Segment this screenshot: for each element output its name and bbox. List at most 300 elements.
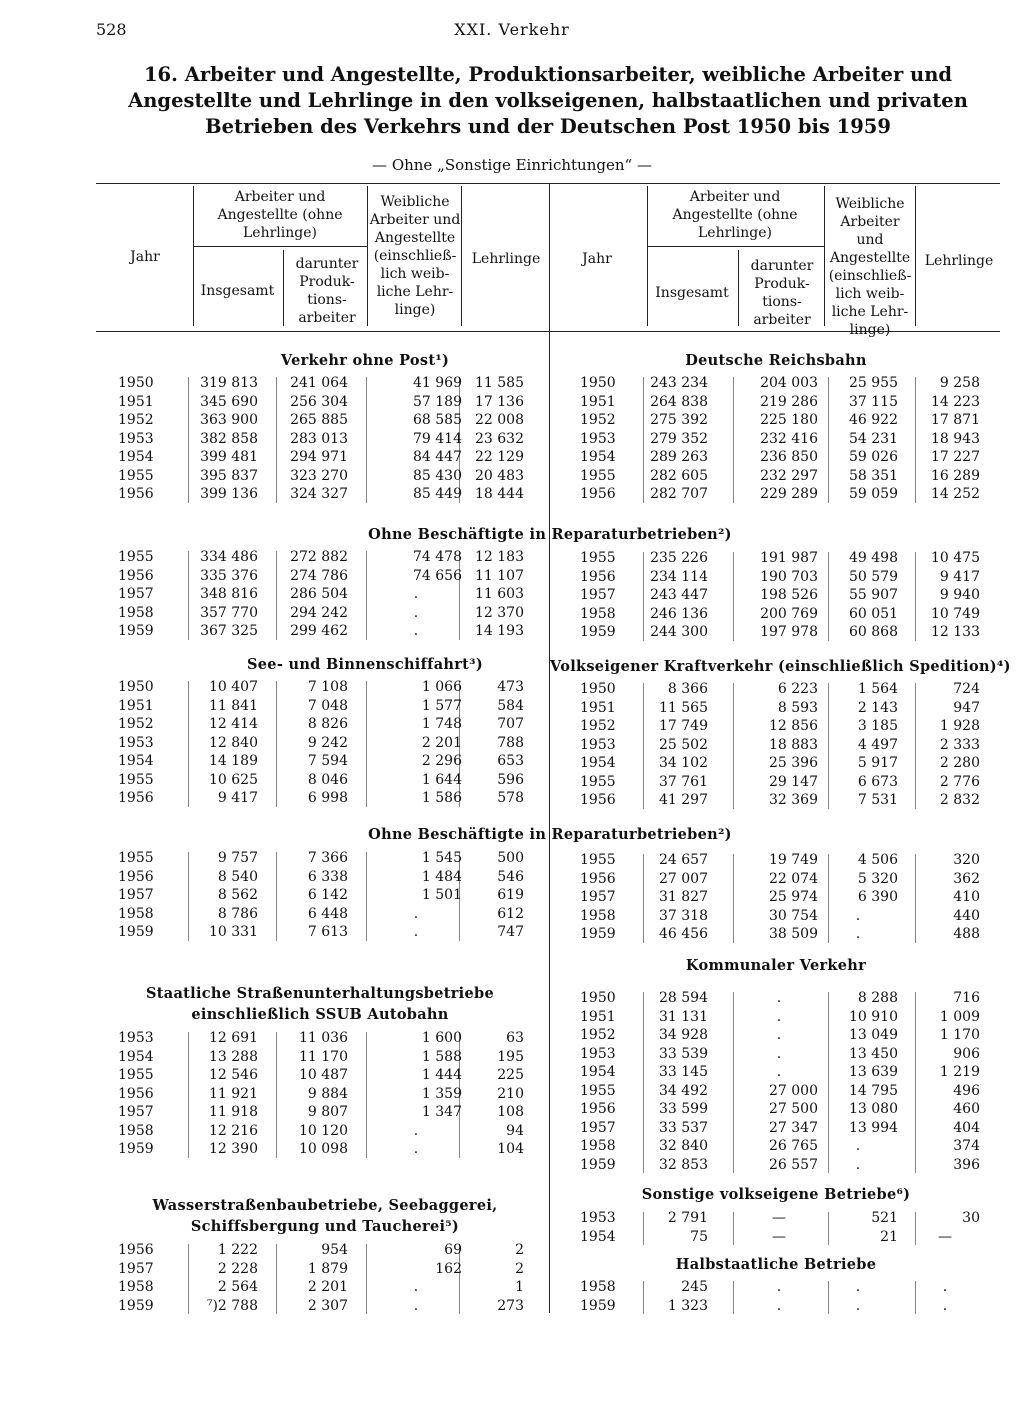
value-cell: 13 080 <box>849 1101 898 1117</box>
year-cell: 1951 <box>580 699 616 716</box>
left-header-darunter: darunter Produk-tions-arbeiter <box>295 256 359 326</box>
value-cell: 13 049 <box>849 1027 898 1043</box>
value-cell: 10 749 <box>931 605 980 622</box>
value-cell: 6 223 <box>777 681 818 697</box>
value-cell: 1 748 <box>421 716 462 732</box>
value-cell: 33 537 <box>659 1119 708 1136</box>
value-cell: 37 115 <box>849 393 898 410</box>
value-cell: . <box>413 586 419 602</box>
value-cell: 906 <box>953 1045 980 1062</box>
year-cell: 1955 <box>118 771 154 788</box>
value-cell: 197 978 <box>760 624 818 640</box>
value-cell: 30 <box>962 1210 980 1226</box>
value-cell: 5 320 <box>857 870 898 887</box>
value-cell: 27 000 <box>769 1082 818 1099</box>
value-cell: 289 263 <box>650 449 708 465</box>
year-cell: 1957 <box>580 1119 616 1136</box>
value-cell: 1 444 <box>421 1067 462 1083</box>
value-cell: 57 189 <box>413 393 462 410</box>
value-cell: 31 827 <box>659 889 708 905</box>
year-cell: 1950 <box>580 375 616 391</box>
value-cell: 24 657 <box>659 852 708 868</box>
value-cell: 1 564 <box>857 681 898 697</box>
value-cell: 210 <box>497 1085 524 1102</box>
value-cell: 345 690 <box>200 393 258 410</box>
value-cell: 584 <box>497 697 524 714</box>
value-cell: 60 051 <box>849 605 898 622</box>
value-cell: 335 376 <box>200 567 258 584</box>
value-cell: 74 656 <box>413 567 462 584</box>
value-cell: 46 456 <box>659 926 708 942</box>
value-cell: 234 114 <box>650 568 708 585</box>
value-cell: 37 318 <box>659 907 708 924</box>
year-cell: 1954 <box>118 753 154 769</box>
header-top-rule <box>96 183 1000 184</box>
table-title: 16. Arbeiter und Angestellte, Produktionsarbeiter, weibliche Arbeiter und Angestellte und Lehrlinge in den volkseigenen, halbstaatlichen und privaten Betrieben des Verkehrs und der Deutschen Post 1950 bis 1959 <box>128 63 968 138</box>
value-cell: 13 450 <box>849 1045 898 1062</box>
value-cell: 1 577 <box>421 697 462 714</box>
value-cell: 32 853 <box>659 1156 708 1173</box>
value-cell: 10 487 <box>299 1067 348 1083</box>
value-cell: 26 557 <box>769 1156 818 1173</box>
value-cell: 204 003 <box>760 375 818 391</box>
left-header-sep-2 <box>283 250 284 326</box>
year-cell: 1957 <box>118 586 154 602</box>
year-cell: 1955 <box>118 549 154 565</box>
value-cell: 84 447 <box>413 449 462 465</box>
value-cell: 1 644 <box>421 771 462 788</box>
left-header-sep-3 <box>367 186 368 326</box>
year-cell: 1955 <box>118 850 154 866</box>
value-cell: 8 826 <box>307 716 348 732</box>
year-cell: 1957 <box>580 889 616 905</box>
value-cell: ⁷)2 788 <box>206 1297 258 1314</box>
value-cell: 488 <box>953 926 980 942</box>
value-cell: 7 531 <box>857 792 898 808</box>
year-cell: 1950 <box>118 375 154 391</box>
value-cell: 11 565 <box>659 699 708 716</box>
value-cell: 6 338 <box>307 868 348 885</box>
value-cell: 22 008 <box>475 412 524 428</box>
value-cell: 299 462 <box>290 623 348 639</box>
value-cell: 319 813 <box>200 375 258 391</box>
year-cell: 1954 <box>118 1048 154 1065</box>
value-cell: — <box>938 1228 952 1245</box>
value-cell: 716 <box>953 990 980 1006</box>
value-cell: 94 <box>506 1122 524 1139</box>
year-cell: 1958 <box>580 605 616 622</box>
value-cell: 10 120 <box>299 1122 348 1139</box>
left-header-lehrlinge: Lehrlinge <box>471 251 541 267</box>
value-cell: 16 289 <box>931 467 980 484</box>
value-cell: 11 107 <box>475 567 524 584</box>
year-cell: 1955 <box>580 467 616 484</box>
year-cell: 1955 <box>580 550 616 566</box>
value-cell: 243 234 <box>650 375 708 391</box>
year-cell: 1959 <box>580 624 616 640</box>
value-cell: 1 222 <box>217 1242 258 1258</box>
value-cell: . <box>855 926 861 942</box>
value-cell: 1 066 <box>421 679 462 695</box>
value-cell: — <box>772 1210 786 1226</box>
value-cell: 54 231 <box>849 430 898 447</box>
value-cell: 17 749 <box>659 718 708 734</box>
left-subheader-rule <box>193 246 367 247</box>
left-header-weibliche: Weibliche Arbeiter und Angestellte (einschließ-lich weib-liche Lehr-linge) <box>369 194 461 318</box>
value-cell: . <box>413 1279 419 1295</box>
value-cell: 46 922 <box>849 412 898 428</box>
value-cell: 191 987 <box>760 550 818 566</box>
value-cell: . <box>413 1297 419 1314</box>
value-cell: 8 562 <box>217 887 258 903</box>
year-cell: 1958 <box>118 1122 154 1139</box>
year-cell: 1959 <box>580 1156 616 1173</box>
value-cell: 283 013 <box>290 430 348 447</box>
right-header-sep-2 <box>738 250 739 326</box>
value-cell: 10 910 <box>849 1008 898 1025</box>
value-cell: 55 907 <box>849 587 898 603</box>
value-cell: 37 761 <box>659 773 708 790</box>
value-cell: 235 226 <box>650 550 708 566</box>
value-cell: 367 325 <box>200 623 258 639</box>
value-cell: 75 <box>690 1228 708 1245</box>
value-cell: 20 483 <box>475 467 524 484</box>
value-cell: 14 193 <box>475 623 524 639</box>
right-section-title: Halbstaatliche Betriebe <box>675 1256 877 1273</box>
value-cell: 32 840 <box>659 1138 708 1154</box>
value-cell: 2 228 <box>217 1260 258 1277</box>
value-cell: 232 416 <box>760 430 818 447</box>
value-cell: 264 838 <box>650 393 708 410</box>
value-cell: . <box>855 1297 861 1314</box>
value-cell: . <box>942 1297 948 1314</box>
value-cell: 9 884 <box>307 1085 348 1102</box>
value-cell: 12 216 <box>209 1122 258 1139</box>
value-cell: 294 242 <box>290 604 348 621</box>
year-cell: 1956 <box>580 568 616 585</box>
value-cell: 404 <box>953 1119 980 1136</box>
value-cell: 14 252 <box>931 486 980 502</box>
left-row-separator <box>366 1032 367 1158</box>
value-cell: 8 786 <box>217 905 258 922</box>
value-cell: 85 430 <box>413 467 462 484</box>
value-cell: 2 143 <box>857 699 898 716</box>
value-cell: 460 <box>953 1101 980 1117</box>
value-cell: 12 840 <box>209 734 258 751</box>
value-cell: 473 <box>497 679 524 695</box>
value-cell: 11 036 <box>299 1030 348 1046</box>
year-cell: 1959 <box>118 924 154 940</box>
value-cell: 85 449 <box>413 486 462 502</box>
value-cell: 2 564 <box>217 1279 258 1295</box>
value-cell: 265 885 <box>290 412 348 428</box>
value-cell: 8 288 <box>857 990 898 1006</box>
value-cell: 49 498 <box>849 550 898 566</box>
value-cell: 236 850 <box>760 449 818 465</box>
right-row-separator <box>733 1281 734 1314</box>
year-cell: 1954 <box>580 755 616 771</box>
value-cell: . <box>776 1027 782 1043</box>
value-cell: 294 971 <box>290 449 348 465</box>
value-cell: 273 <box>497 1297 524 1314</box>
right-section-title: Sonstige volkseigene Betriebe⁶) <box>641 1186 911 1203</box>
right-section-title: Volkseigener Kraftverkehr (einschließlich Spedition)⁴) <box>550 658 1011 675</box>
value-cell: 12 390 <box>209 1141 258 1157</box>
year-cell: 1956 <box>580 1101 616 1117</box>
value-cell: 25 955 <box>849 375 898 391</box>
value-cell: 28 594 <box>659 990 708 1006</box>
value-cell: 6 448 <box>307 905 348 922</box>
left-row-separator <box>366 551 367 640</box>
year-cell: 1954 <box>580 449 616 465</box>
value-cell: 225 180 <box>760 412 818 428</box>
value-cell: 17 227 <box>931 449 980 465</box>
value-cell: 59 059 <box>849 486 898 502</box>
year-cell: 1958 <box>580 1279 616 1295</box>
value-cell: 14 795 <box>849 1082 898 1099</box>
left-section-title: Staatliche Straßenunterhaltungsbetriebe einschließlich SSUB Autobahn <box>146 985 494 1023</box>
value-cell: 32 369 <box>769 792 818 808</box>
value-cell: 13 288 <box>209 1048 258 1065</box>
value-cell: 41 969 <box>413 375 462 391</box>
value-cell: . <box>776 1008 782 1025</box>
value-cell: . <box>855 1279 861 1295</box>
value-cell: 33 145 <box>659 1064 708 1080</box>
value-cell: 357 770 <box>200 604 258 621</box>
year-cell: 1956 <box>580 792 616 808</box>
right-section-title: Kommunaler Verkehr <box>685 957 867 974</box>
value-cell: 395 837 <box>200 467 258 484</box>
value-cell: 546 <box>497 868 524 885</box>
value-cell: 9 757 <box>217 850 258 866</box>
value-cell: 256 304 <box>290 393 348 410</box>
value-cell: 1 501 <box>421 887 462 903</box>
value-cell: 9 417 <box>939 568 980 585</box>
year-cell: 1952 <box>580 412 616 428</box>
value-cell: . <box>942 1279 948 1295</box>
value-cell: 10 407 <box>209 679 258 695</box>
year-cell: 1954 <box>118 449 154 465</box>
year-cell: 1957 <box>118 1104 154 1120</box>
value-cell: 788 <box>497 734 524 751</box>
right-row-separator <box>733 992 734 1173</box>
value-cell: 12 183 <box>475 549 524 565</box>
left-section-title: See- und Binnenschiffahrt³) <box>247 656 483 673</box>
value-cell: 7 048 <box>307 697 348 714</box>
value-cell: 7 594 <box>307 753 348 769</box>
year-cell: 1952 <box>580 1027 616 1043</box>
value-cell: 274 786 <box>290 567 348 584</box>
value-cell: 9 807 <box>307 1104 348 1120</box>
value-cell: 18 883 <box>769 736 818 753</box>
year-cell: 1958 <box>580 907 616 924</box>
year-cell: 1953 <box>580 1045 616 1062</box>
value-cell: 1 323 <box>667 1297 708 1314</box>
value-cell: 348 816 <box>200 586 258 602</box>
value-cell: . <box>776 1045 782 1062</box>
value-cell: 2 307 <box>307 1297 348 1314</box>
year-cell: 1956 <box>118 790 154 806</box>
value-cell: 31 131 <box>659 1008 708 1025</box>
left-header-arbeiter-group: Arbeiter und Angestellte (ohne Lehrlinge) <box>217 189 343 241</box>
value-cell: 10 625 <box>209 771 258 788</box>
value-cell: 6 998 <box>307 790 348 806</box>
value-cell: 3 185 <box>857 718 898 734</box>
value-cell: 190 703 <box>760 568 818 585</box>
value-cell: 198 526 <box>760 587 818 603</box>
value-cell: . <box>413 623 419 639</box>
value-cell: 8 593 <box>777 699 818 716</box>
year-cell: 1951 <box>580 393 616 410</box>
value-cell: 324 327 <box>290 486 348 502</box>
value-cell: 707 <box>497 716 524 732</box>
value-cell: 25 396 <box>769 755 818 771</box>
value-cell: 1 600 <box>421 1030 462 1046</box>
value-cell: . <box>855 1156 861 1173</box>
value-cell: 19 749 <box>769 852 818 868</box>
value-cell: 410 <box>953 889 980 905</box>
year-cell: 1951 <box>118 697 154 714</box>
right-row-separator <box>733 1212 734 1245</box>
value-cell: . <box>413 604 419 621</box>
value-cell: 27 347 <box>769 1119 818 1136</box>
value-cell: 399 136 <box>200 486 258 502</box>
left-section-title: Ohne Beschäftigte in Reparaturbetrieben²) <box>368 826 732 843</box>
value-cell: 2 791 <box>667 1210 708 1226</box>
left-row-separator <box>366 1244 367 1314</box>
value-cell: 21 <box>880 1228 898 1245</box>
value-cell: 279 352 <box>650 430 708 447</box>
value-cell: 25 502 <box>659 736 708 753</box>
year-cell: 1959 <box>118 623 154 639</box>
page-number: 528 <box>96 20 127 39</box>
value-cell: 2 296 <box>421 753 462 769</box>
value-cell: . <box>776 1064 782 1080</box>
value-cell: . <box>855 907 861 924</box>
value-cell: . <box>776 1297 782 1314</box>
value-cell: 12 546 <box>209 1067 258 1083</box>
value-cell: 9 258 <box>939 375 980 391</box>
value-cell: 12 414 <box>209 716 258 732</box>
year-cell: 1958 <box>580 1138 616 1154</box>
value-cell: 578 <box>497 790 524 806</box>
value-cell: 1 359 <box>421 1085 462 1102</box>
value-cell: 2 <box>515 1242 524 1258</box>
year-cell: 1953 <box>118 430 154 447</box>
value-cell: 954 <box>321 1242 348 1258</box>
table-subtitle: — Ohne „Sonstige Einrichtungen“ — <box>372 156 652 174</box>
value-cell: 229 289 <box>760 486 818 502</box>
value-cell: 108 <box>497 1104 524 1120</box>
value-cell: 245 <box>681 1279 708 1295</box>
value-cell: . <box>855 1138 861 1154</box>
value-cell: 13 639 <box>849 1064 898 1080</box>
value-cell: 11 918 <box>209 1104 258 1120</box>
right-row-separator <box>733 377 734 503</box>
value-cell: 10 331 <box>209 924 258 940</box>
value-cell: 10 475 <box>931 550 980 566</box>
year-cell: 1952 <box>118 412 154 428</box>
value-cell: 13 994 <box>849 1119 898 1136</box>
value-cell: 225 <box>497 1067 524 1083</box>
value-cell: 272 882 <box>290 549 348 565</box>
value-cell: 104 <box>497 1141 524 1157</box>
value-cell: 63 <box>506 1030 524 1046</box>
value-cell: 619 <box>497 887 524 903</box>
value-cell: 22 129 <box>475 449 524 465</box>
value-cell: 2 333 <box>939 736 980 753</box>
value-cell: 612 <box>497 905 524 922</box>
value-cell: . <box>413 1122 419 1139</box>
year-cell: 1953 <box>580 1210 616 1226</box>
year-cell: 1956 <box>118 868 154 885</box>
left-row-separator <box>366 681 367 807</box>
value-cell: 9 940 <box>939 587 980 603</box>
year-cell: 1959 <box>580 1297 616 1314</box>
value-cell: 5 917 <box>857 755 898 771</box>
year-cell: 1953 <box>118 734 154 751</box>
value-cell: 27 007 <box>659 870 708 887</box>
right-header-weibliche: Weibliche Arbeiter und Angestellte (einschließ-lich weib-liche Lehr-linge) <box>828 196 912 338</box>
year-cell: 1956 <box>118 486 154 502</box>
value-cell: 1 484 <box>421 868 462 885</box>
year-cell: 1957 <box>118 887 154 903</box>
value-cell: 320 <box>953 852 980 868</box>
right-row-separator <box>733 552 734 641</box>
value-cell: 33 539 <box>659 1045 708 1062</box>
left-header-jahr: Jahr <box>130 249 160 265</box>
year-cell: 1956 <box>118 1085 154 1102</box>
value-cell: 724 <box>953 681 980 697</box>
value-cell: 12 133 <box>931 624 980 640</box>
value-cell: 7 613 <box>307 924 348 940</box>
value-cell: 399 481 <box>200 449 258 465</box>
value-cell: 11 921 <box>209 1085 258 1102</box>
value-cell: 38 509 <box>769 926 818 942</box>
value-cell: 2 280 <box>939 755 980 771</box>
value-cell: 362 <box>953 870 980 887</box>
value-cell: 34 102 <box>659 755 708 771</box>
value-cell: 74 478 <box>413 549 462 565</box>
running-header: XXI. Verkehr <box>454 20 570 39</box>
year-cell: 1954 <box>580 1064 616 1080</box>
year-cell: 1952 <box>580 718 616 734</box>
value-cell: 1 170 <box>939 1027 980 1043</box>
value-cell: 2 <box>515 1260 524 1277</box>
value-cell: 382 858 <box>200 430 258 447</box>
value-cell: 232 297 <box>760 467 818 484</box>
year-cell: 1955 <box>118 467 154 484</box>
value-cell: 243 447 <box>650 587 708 603</box>
value-cell: 34 928 <box>659 1027 708 1043</box>
left-row-separator <box>366 852 367 941</box>
value-cell: 521 <box>871 1210 898 1226</box>
value-cell: 58 351 <box>849 467 898 484</box>
value-cell: 6 142 <box>307 887 348 903</box>
value-cell: 282 707 <box>650 486 708 502</box>
value-cell: 947 <box>953 699 980 716</box>
value-cell: 7 366 <box>307 850 348 866</box>
value-cell: 6 673 <box>857 773 898 790</box>
value-cell: 11 603 <box>475 586 524 602</box>
value-cell: 1 347 <box>421 1104 462 1120</box>
value-cell: 41 297 <box>659 792 708 808</box>
left-header-sep-1 <box>193 186 194 326</box>
year-cell: 1953 <box>118 1030 154 1046</box>
right-header-lehrlinge: Lehrlinge <box>924 253 994 269</box>
year-cell: 1951 <box>580 1008 616 1025</box>
year-cell: 1958 <box>118 905 154 922</box>
